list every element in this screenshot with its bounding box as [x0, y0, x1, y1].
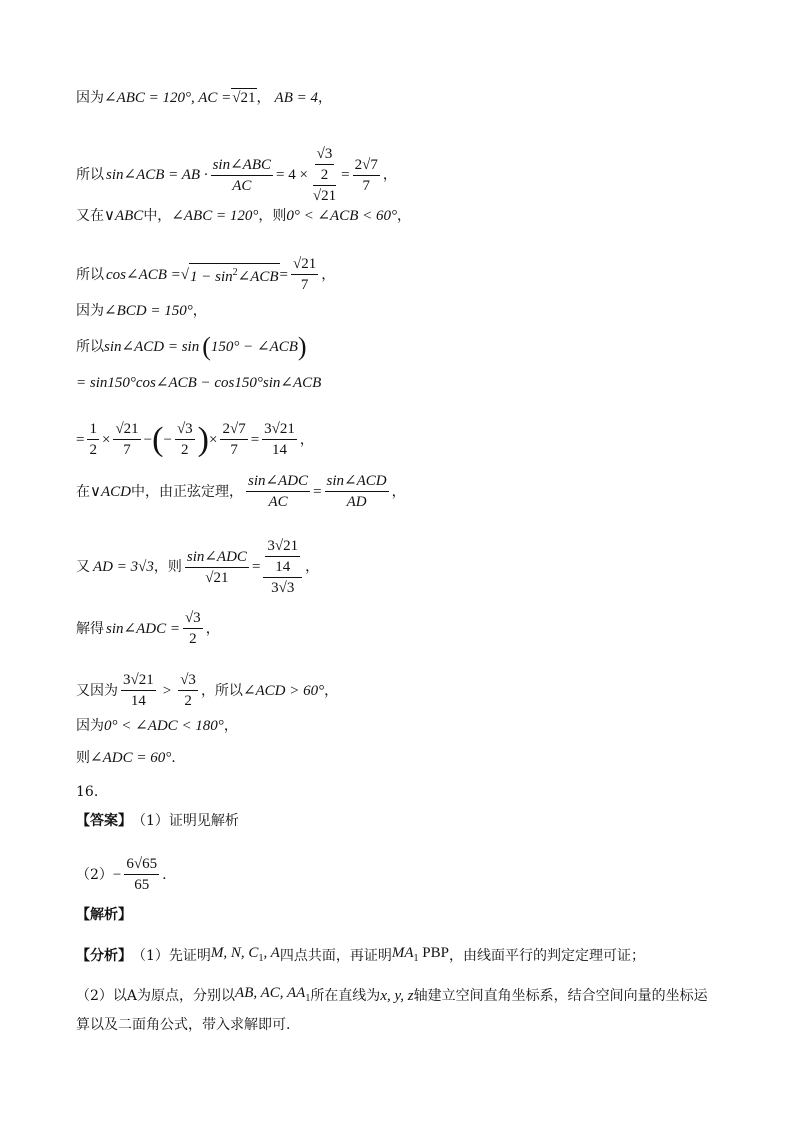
numerator: √3 — [178, 671, 198, 691]
math: = — [76, 431, 85, 448]
numerator: √21 — [291, 255, 318, 275]
math: ∨ABC — [104, 208, 144, 224]
math: MA — [391, 945, 414, 961]
denominator: 2 — [89, 442, 97, 458]
math: ∠ACB — [237, 269, 279, 285]
fraction — [87, 420, 99, 459]
fraction — [113, 420, 140, 459]
math: x, y, z — [380, 988, 414, 1004]
text: （2）以A为原点，分别以 — [76, 988, 236, 1004]
math: AD = 3√3 — [93, 559, 154, 575]
denominator: 14 — [275, 559, 291, 575]
math: ∠ADC = 60° — [90, 750, 172, 766]
text: ， — [324, 682, 339, 699]
line-6 — [76, 332, 307, 361]
line-2 — [76, 145, 397, 205]
denominator: AC — [268, 494, 288, 510]
subscript: 1 — [305, 993, 311, 1004]
fraction — [211, 156, 273, 195]
text: 又在 — [76, 208, 104, 224]
text: 四点共面，再证明 — [279, 948, 392, 964]
text: 所以 — [76, 339, 104, 355]
math: AB = 4 — [274, 89, 318, 106]
answer-part-2 — [76, 855, 167, 894]
text: 解得 — [76, 620, 104, 637]
text: 因为 — [76, 89, 104, 106]
math: 1 − sin — [190, 269, 233, 285]
math: , A — [263, 945, 280, 961]
subscript: 1 — [258, 953, 264, 964]
text: 轴建立空间直角坐标系，结合空间向量的坐标运 — [413, 988, 708, 1004]
math: cos∠ACB = — [106, 266, 181, 283]
math: = — [251, 559, 261, 575]
denominator: 7 — [230, 442, 238, 458]
denominator: √21 — [205, 569, 229, 586]
denominator: 65 — [134, 877, 150, 893]
paren-close: ) — [197, 420, 209, 458]
math: 0° < ∠ADC < 180° — [104, 718, 224, 734]
text: 又 — [76, 559, 90, 575]
denominator: AD — [346, 494, 367, 510]
text: ， — [391, 483, 406, 500]
text: 所以 — [76, 167, 104, 183]
numerator: 1 — [87, 420, 99, 440]
line-10 — [76, 537, 319, 597]
text: ，所以 — [200, 682, 243, 699]
text: （1）证明见解析 — [132, 813, 239, 829]
numerator: √3 — [175, 420, 195, 440]
numerator: √21 — [113, 420, 140, 440]
math: − — [163, 431, 172, 448]
math: ∠ABC = 120° — [171, 208, 259, 224]
numerator: sin∠ADC — [246, 472, 310, 492]
text: 则 — [76, 750, 90, 766]
text: ， — [223, 718, 238, 734]
line-14 — [76, 749, 176, 767]
numerator: sin∠ADC — [185, 548, 249, 568]
numerator: √3 — [315, 145, 335, 165]
sqrt-sign: √ — [180, 266, 189, 283]
numerator: 2√7 — [220, 420, 247, 440]
line-4 — [76, 255, 335, 294]
text: 算以及二面角公式，带入求解即可. — [76, 1017, 291, 1033]
line-13 — [76, 717, 238, 735]
math: − — [143, 431, 153, 448]
denominator: 2 — [181, 442, 189, 458]
text: 中，由正弦定理， — [130, 483, 243, 500]
compound-fraction — [311, 145, 338, 205]
question-number — [76, 783, 98, 801]
text: 因为 — [76, 718, 104, 734]
denominator: 14 — [130, 693, 146, 709]
compound-fraction — [263, 537, 302, 597]
text: ， — [305, 559, 320, 575]
denominator: 3√3 — [271, 580, 295, 596]
text: ， — [299, 431, 314, 448]
superscript: 2 — [232, 267, 238, 278]
numerator: sin∠ABC — [211, 156, 273, 176]
text: （1）先证明 — [132, 948, 211, 964]
math: 0° < ∠ACB < 60° — [286, 208, 397, 224]
math: − — [112, 866, 122, 883]
analysis-line-2 — [76, 984, 708, 1008]
fraction — [178, 671, 198, 710]
analysis-line-1 — [76, 944, 645, 968]
text: 所在直线为 — [310, 988, 381, 1004]
text: 因为 — [76, 303, 104, 319]
text: （2） — [76, 866, 113, 883]
text: . — [171, 750, 176, 766]
line-9 — [76, 472, 406, 511]
analysis-subtag: 【分析】 — [76, 948, 132, 964]
text: ，由线面平行的判定定理可证； — [448, 948, 645, 964]
text: . — [162, 866, 167, 883]
text: ，则 — [258, 208, 287, 224]
denominator: 2 — [184, 693, 192, 709]
denominator: 7 — [362, 177, 370, 194]
denominator: √21 — [312, 188, 337, 204]
analysis-tag: 【解析】 — [76, 907, 132, 923]
answer-line — [76, 812, 239, 830]
math: = sin150°cos∠ACB − cos150°sin∠ACB — [76, 375, 322, 391]
math: ∨ACD — [90, 483, 131, 500]
analysis-heading — [76, 906, 132, 924]
math: = — [313, 483, 322, 500]
numerator: 3√21 — [262, 420, 297, 440]
math: × — [209, 431, 218, 448]
fraction — [262, 420, 297, 459]
line-7 — [76, 374, 321, 392]
math: > — [162, 682, 172, 699]
math: = — [250, 431, 260, 448]
math: ∠ABC = 120°, AC = — [104, 89, 232, 106]
line-12 — [76, 671, 338, 710]
denominator: 2 — [189, 631, 197, 647]
math: M, N, C — [210, 945, 259, 961]
math: = 4 × — [276, 167, 308, 183]
numerator: 3√21 — [265, 537, 300, 557]
fraction — [183, 609, 203, 648]
text: 又因为 — [76, 682, 118, 699]
subscript: 1 — [413, 953, 419, 964]
math: sin∠ACB = AB · — [106, 167, 208, 183]
fraction — [121, 671, 156, 710]
fraction — [325, 472, 389, 511]
math: × — [101, 431, 111, 448]
text: ，则 — [153, 559, 182, 575]
text: ， — [192, 303, 207, 319]
paren-open: ( — [202, 332, 211, 361]
math: 150° − ∠ACB — [210, 339, 298, 355]
text: 在 — [76, 483, 90, 500]
text: ， — [256, 89, 271, 106]
math-sqrt: √21 — [232, 90, 256, 106]
paren-close: ) — [297, 332, 307, 361]
math: ∠BCD = 150° — [104, 303, 193, 319]
numerator — [313, 145, 337, 186]
denominator: AC — [232, 177, 252, 194]
line-5 — [76, 302, 207, 320]
text: 所以 — [76, 266, 104, 283]
math: sin∠ACD = sin — [104, 339, 200, 355]
denominator: 14 — [272, 442, 288, 458]
paren-open: ( — [152, 420, 164, 458]
inner-fraction — [315, 145, 335, 184]
text: 中， — [143, 208, 172, 224]
text: ， — [396, 208, 411, 224]
math — [235, 984, 310, 1008]
fraction — [246, 472, 310, 511]
math — [211, 944, 280, 968]
line-8 — [76, 420, 314, 459]
analysis-line-3 — [76, 1016, 290, 1034]
fraction — [220, 420, 247, 459]
math — [392, 944, 449, 968]
numerator — [263, 537, 302, 578]
math: = — [341, 167, 350, 183]
inner-fraction — [265, 537, 300, 576]
math: sin∠ADC = — [106, 620, 180, 637]
math-sqrt — [189, 263, 280, 286]
answer-tag: 【答案】 — [76, 813, 132, 829]
line-1 — [76, 88, 332, 107]
fraction — [291, 255, 318, 294]
line-11 — [76, 609, 220, 648]
math: AB, AC, AA — [235, 985, 306, 1001]
fraction — [353, 156, 380, 195]
denominator: 2 — [320, 167, 329, 183]
text: ， — [321, 266, 336, 283]
numerator: 6√65 — [124, 855, 159, 875]
math: ∠ACD > 60° — [242, 682, 325, 699]
math: PBP — [418, 945, 449, 961]
text: ， — [382, 167, 397, 183]
fraction — [124, 855, 159, 894]
text: ， — [205, 620, 220, 637]
line-3 — [76, 207, 411, 225]
numerator: 2√7 — [353, 156, 380, 176]
denominator: 7 — [123, 442, 131, 458]
fraction — [175, 420, 195, 459]
text: ， — [317, 89, 332, 106]
fraction — [185, 548, 249, 587]
math: = — [279, 266, 289, 283]
numerator: 3√21 — [121, 671, 156, 691]
denominator: 7 — [300, 277, 309, 293]
text: 16. — [76, 784, 99, 800]
numerator: √3 — [183, 609, 203, 629]
numerator: sin∠ACD — [325, 472, 389, 492]
